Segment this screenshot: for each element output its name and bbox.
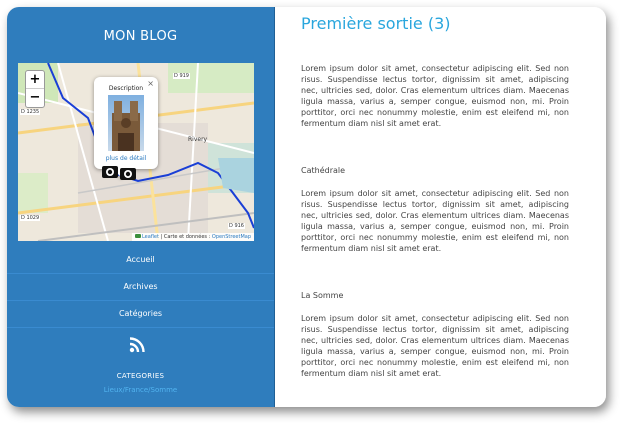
post-paragraph: Lorem ipsum dolor sit amet, consectetur adipiscing elit. Sed non risus. Suspendisse lectus tortor, dignissim sit amet, adipiscing nec, ultricies sed, dolor. Cras elementum ultrices diam. Maecenas ligula massa, varius a, semper congue, euismod non, mi. Proin porttitor, orci nec nonummy molestie, enim est eleifend mi, non fermentum diam nisl sit amet erat. (301, 314, 569, 378)
main-content (275, 7, 606, 407)
category-link[interactable]: Lieux/France/Somme (103, 386, 178, 394)
map[interactable] (18, 63, 254, 241)
road-label-d1235: D 1235 (21, 109, 40, 115)
categories-heading: CATEGORIES (116, 372, 165, 380)
nav-item-archives[interactable]: Archives (7, 274, 274, 301)
post-subheading: Cathédrale (301, 166, 346, 175)
attribution-separator: | Carte et données : (158, 234, 212, 240)
leaflet-link[interactable]: Leaflet (141, 234, 159, 240)
app-window (7, 7, 606, 407)
leaflet-logo-icon (135, 234, 141, 238)
post-paragraph: Lorem ipsum dolor sit amet, consectetur adipiscing elit. Sed non risus. Suspendisse lectus tortor, dignissim sit amet, adipiscing nec, ultricies sed, dolor. Cras elementum ultrices diam. Maecenas ligula massa, varius a, semper congue, euismod non, mi. Proin porttitor, orci nec nonummy molestie, enim est eleifend mi, non fermentum diam nisl sit amet erat. (301, 189, 569, 253)
nav-item-accueil[interactable]: Accueil (7, 247, 274, 274)
post-subheading: La Somme (301, 291, 344, 300)
road-label-d1029: D 1029 (21, 215, 40, 221)
rss-icon[interactable] (129, 337, 145, 353)
sidebar-nav (7, 247, 274, 328)
popup-close-icon[interactable]: × (147, 79, 154, 88)
road-label-d919: D 919 (174, 73, 189, 79)
post-paragraph: Lorem ipsum dolor sit amet, consectetur adipiscing elit. Sed non risus. Suspendisse lectus tortor, dignissim sit amet, adipiscing nec, ultricies sed, dolor. Cras elementum ultrices diam. Maecenas ligula massa, varius a, semper congue, euismod non, mi. Proin porttitor, orci nec nonummy molestie, enim est eleifend mi, non fermentum diam nisl sit amet erat. (301, 64, 569, 128)
map-attribution (132, 233, 254, 241)
zoom-control (25, 70, 45, 108)
post-title: Première sortie (3) (301, 14, 451, 33)
nav-item-categories[interactable]: Catégories (7, 301, 274, 328)
popup-detail-link[interactable]: plus de détail (105, 155, 147, 162)
osm-link[interactable]: OpenStreetMap (211, 234, 251, 240)
zoom-in-button[interactable]: + (26, 71, 44, 89)
map-popup (94, 77, 158, 169)
road-label-d916: D 916 (229, 223, 244, 229)
sidebar (7, 7, 275, 407)
popup-description: Description (108, 85, 144, 92)
zoom-out-button[interactable]: − (29, 90, 41, 105)
place-label-rivery: Rivery (188, 136, 208, 143)
camera-icon[interactable] (102, 163, 136, 181)
blog-title[interactable]: MON BLOG (103, 29, 178, 44)
cathedral-photo (108, 95, 144, 151)
